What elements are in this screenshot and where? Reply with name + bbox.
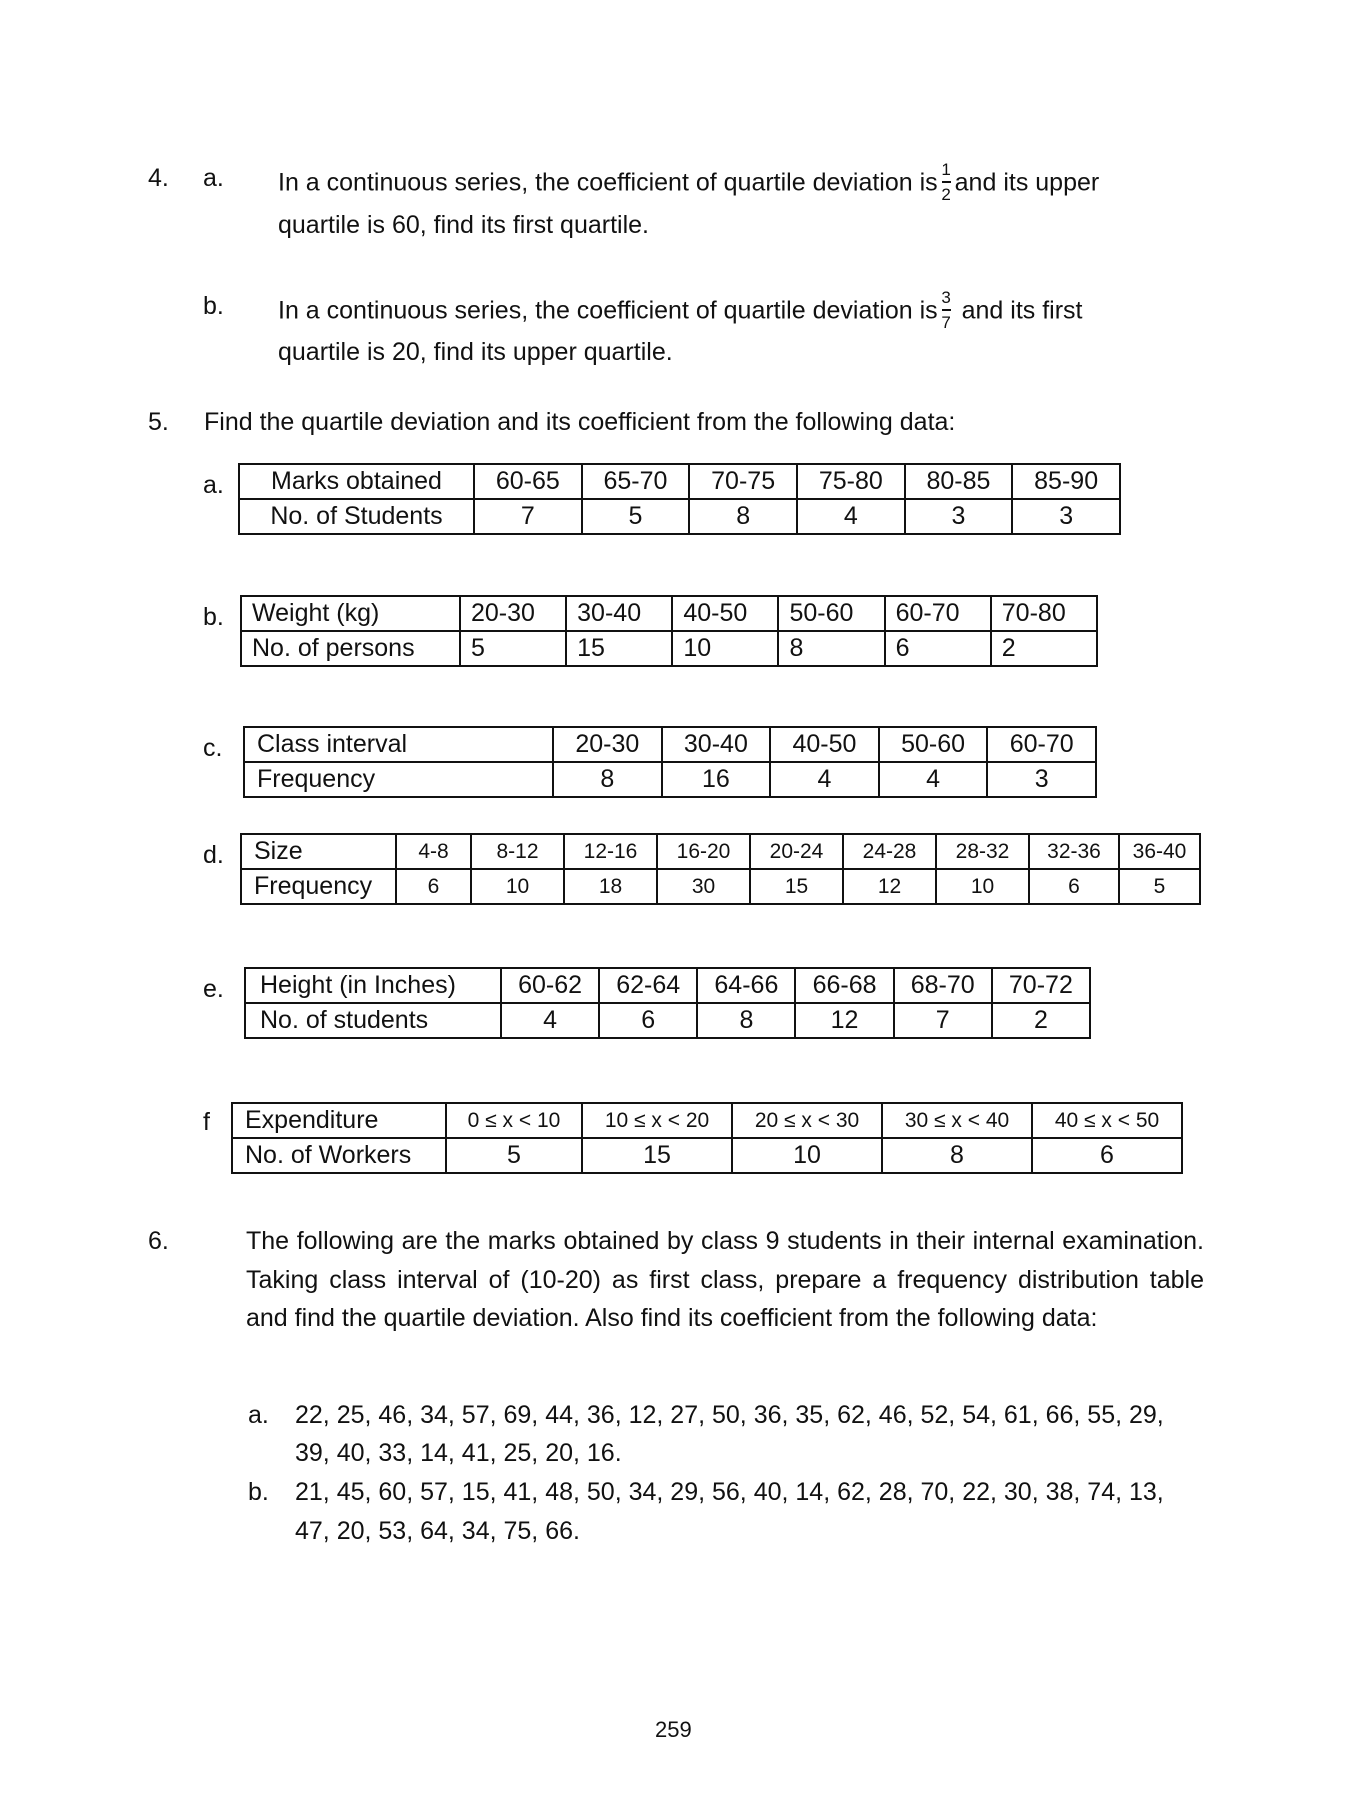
question-number: 6. <box>148 1227 169 1255</box>
table-cell: 5 <box>460 631 566 666</box>
table-cell: 5 <box>582 499 690 534</box>
table-cell: 10 <box>732 1138 882 1173</box>
table-cell: 4 <box>501 1003 599 1038</box>
fraction-three-sevenths <box>941 289 952 331</box>
table-cell: 8-12 <box>471 834 564 869</box>
sub-question-label: a. <box>203 164 224 192</box>
table-cell: 6 <box>1029 869 1119 904</box>
table-cell: 3 <box>1012 499 1120 534</box>
table-cell: 3 <box>905 499 1013 534</box>
table-cell: 20-30 <box>460 596 566 631</box>
table-row <box>245 968 1090 1003</box>
question-4b-line2: quartile is 20, find its upper quartile. <box>278 338 673 366</box>
question-number: 4. <box>148 164 169 192</box>
page-number: 259 <box>655 1717 692 1742</box>
table-cell: 15 <box>582 1138 732 1173</box>
table-cell: 85-90 <box>1012 464 1120 499</box>
table-label: b. <box>203 603 224 631</box>
table-cell: 10 <box>672 631 778 666</box>
question-number: 5. <box>148 408 169 436</box>
row-header: Marks obtained <box>239 464 474 499</box>
row-header: Height (in Inches) <box>245 968 501 1003</box>
row-header: No. of Students <box>239 499 474 534</box>
table-row <box>239 499 1120 534</box>
frequency-table-d <box>240 833 1201 905</box>
table-row <box>241 834 1200 869</box>
table-cell: 36-40 <box>1119 834 1200 869</box>
table-cell: 28-32 <box>936 834 1029 869</box>
table-cell: 12 <box>795 1003 893 1038</box>
table-cell: 7 <box>474 499 582 534</box>
data-list-a-line1: 22, 25, 46, 34, 57, 69, 44, 36, 12, 27, 50, 36, 35, 62, 46, 52, 54, 61, 66, 55, 29, <box>295 1401 1164 1429</box>
table-cell: 16 <box>662 762 771 797</box>
table-row <box>241 631 1097 666</box>
table-cell: 62-64 <box>599 968 697 1003</box>
table-cell: 12 <box>843 869 936 904</box>
table-cell: 20-30 <box>553 727 662 762</box>
table-row <box>245 1003 1090 1038</box>
row-header: No. of Workers <box>232 1138 446 1173</box>
table-cell: 12-16 <box>564 834 657 869</box>
table-cell: 16-20 <box>657 834 750 869</box>
table-cell: 75-80 <box>797 464 905 499</box>
question-text: In a continuous series, the coefficient of quartile deviation is <box>278 168 938 197</box>
table-cell: 15 <box>566 631 672 666</box>
table-cell: 40-50 <box>672 596 778 631</box>
table-cell: 8 <box>882 1138 1032 1173</box>
data-list-b-line2: 47, 20, 53, 64, 34, 75, 66. <box>295 1517 580 1545</box>
row-header: Size <box>241 834 396 869</box>
table-cell: 2 <box>991 631 1097 666</box>
table-cell: 8 <box>697 1003 795 1038</box>
frequency-table-c <box>243 726 1097 798</box>
table-cell: 20 ≤ x < 30 <box>732 1103 882 1138</box>
table-cell: 6 <box>1032 1138 1182 1173</box>
table-label: d. <box>203 841 224 869</box>
fraction-denominator: 7 <box>941 313 951 332</box>
table-cell: 4 <box>770 762 879 797</box>
table-cell: 40-50 <box>770 727 879 762</box>
table-cell: 10 ≤ x < 20 <box>582 1103 732 1138</box>
table-cell: 30-40 <box>662 727 771 762</box>
table-label: f <box>203 1108 210 1136</box>
fraction-bar <box>942 181 951 183</box>
table-row <box>241 869 1200 904</box>
fraction-numerator: 1 <box>941 160 951 179</box>
table-row <box>232 1138 1182 1173</box>
question-6-prompt: The following are the marks obtained by class 9 students in their internal examination. Taking class interval of (10-20) as first class, prepare a frequency distribution table and find the quartile deviation. Also find its coefficient from the following data: <box>246 1227 1204 1332</box>
sub-question-label: b. <box>203 292 224 320</box>
row-header: No. of students <box>245 1003 501 1038</box>
table-row <box>232 1103 1182 1138</box>
table-cell: 66-68 <box>795 968 893 1003</box>
table-cell: 50-60 <box>879 727 988 762</box>
table-cell: 0 ≤ x < 10 <box>446 1103 582 1138</box>
table-cell: 2 <box>992 1003 1090 1038</box>
question-4b-line1 <box>278 288 1083 333</box>
question-4a-line2: quartile is 60, find its first quartile. <box>278 211 649 239</box>
frequency-table-b <box>240 595 1098 667</box>
table-cell: 10 <box>936 869 1029 904</box>
table-cell: 40 ≤ x < 50 <box>1032 1103 1182 1138</box>
table-row <box>239 464 1120 499</box>
table-cell: 6 <box>396 869 471 904</box>
table-cell: 80-85 <box>905 464 1013 499</box>
table-cell: 30-40 <box>566 596 672 631</box>
table-cell: 6 <box>599 1003 697 1038</box>
table-cell: 5 <box>1119 869 1200 904</box>
table-cell: 8 <box>778 631 884 666</box>
sub-question-label: a. <box>248 1401 269 1429</box>
table-cell: 32-36 <box>1029 834 1119 869</box>
table-cell: 3 <box>987 762 1096 797</box>
table-cell: 60-62 <box>501 968 599 1003</box>
table-cell: 60-70 <box>885 596 991 631</box>
row-header: Expenditure <box>232 1103 446 1138</box>
table-cell: 8 <box>689 499 797 534</box>
table-cell: 6 <box>885 631 991 666</box>
question-5-prompt: Find the quartile deviation and its coefficient from the following data: <box>204 408 956 436</box>
table-label: c. <box>203 734 223 762</box>
table-label: e. <box>203 975 224 1003</box>
question-4a-line1 <box>278 160 1100 205</box>
table-cell: 4 <box>879 762 988 797</box>
question-text: In a continuous series, the coefficient of quartile deviation is <box>278 296 938 325</box>
table-cell: 24-28 <box>843 834 936 869</box>
fraction-denominator: 2 <box>941 185 951 204</box>
question-text: and its upper <box>954 168 1100 197</box>
table-cell: 5 <box>446 1138 582 1173</box>
question-text: and its first <box>961 296 1083 325</box>
frequency-table-a <box>238 463 1121 535</box>
table-cell: 20-24 <box>750 834 843 869</box>
row-header: No. of persons <box>241 631 460 666</box>
table-cell: 50-60 <box>778 596 884 631</box>
sub-question-label: b. <box>248 1478 269 1506</box>
table-cell: 70-80 <box>991 596 1097 631</box>
data-list-a-line2: 39, 40, 33, 14, 41, 25, 20, 16. <box>295 1439 622 1467</box>
table-cell: 70-75 <box>689 464 797 499</box>
frequency-table-f <box>231 1102 1183 1174</box>
table-cell: 30 <box>657 869 750 904</box>
table-cell: 68-70 <box>894 968 992 1003</box>
table-cell: 10 <box>471 869 564 904</box>
fraction-numerator: 3 <box>941 288 951 307</box>
data-list-b-line1: 21, 45, 60, 57, 15, 41, 48, 50, 34, 29, 56, 40, 14, 62, 28, 70, 22, 30, 38, 74, 13, <box>295 1478 1164 1506</box>
row-header: Class interval <box>244 727 553 762</box>
table-cell: 15 <box>750 869 843 904</box>
table-label: a. <box>203 471 224 499</box>
table-row <box>241 596 1097 631</box>
fraction-one-half <box>941 161 952 203</box>
table-cell: 4-8 <box>396 834 471 869</box>
row-header: Weight (kg) <box>241 596 460 631</box>
table-cell: 65-70 <box>582 464 690 499</box>
row-header: Frequency <box>244 762 553 797</box>
table-row <box>244 727 1096 762</box>
frequency-table-e <box>244 967 1091 1039</box>
table-row <box>244 762 1096 797</box>
table-cell: 7 <box>894 1003 992 1038</box>
table-cell: 30 ≤ x < 40 <box>882 1103 1032 1138</box>
row-header: Frequency <box>241 869 396 904</box>
fraction-bar <box>942 309 951 311</box>
table-cell: 8 <box>553 762 662 797</box>
table-cell: 4 <box>797 499 905 534</box>
table-cell: 60-70 <box>987 727 1096 762</box>
table-cell: 64-66 <box>697 968 795 1003</box>
table-cell: 70-72 <box>992 968 1090 1003</box>
table-cell: 18 <box>564 869 657 904</box>
table-cell: 60-65 <box>474 464 582 499</box>
